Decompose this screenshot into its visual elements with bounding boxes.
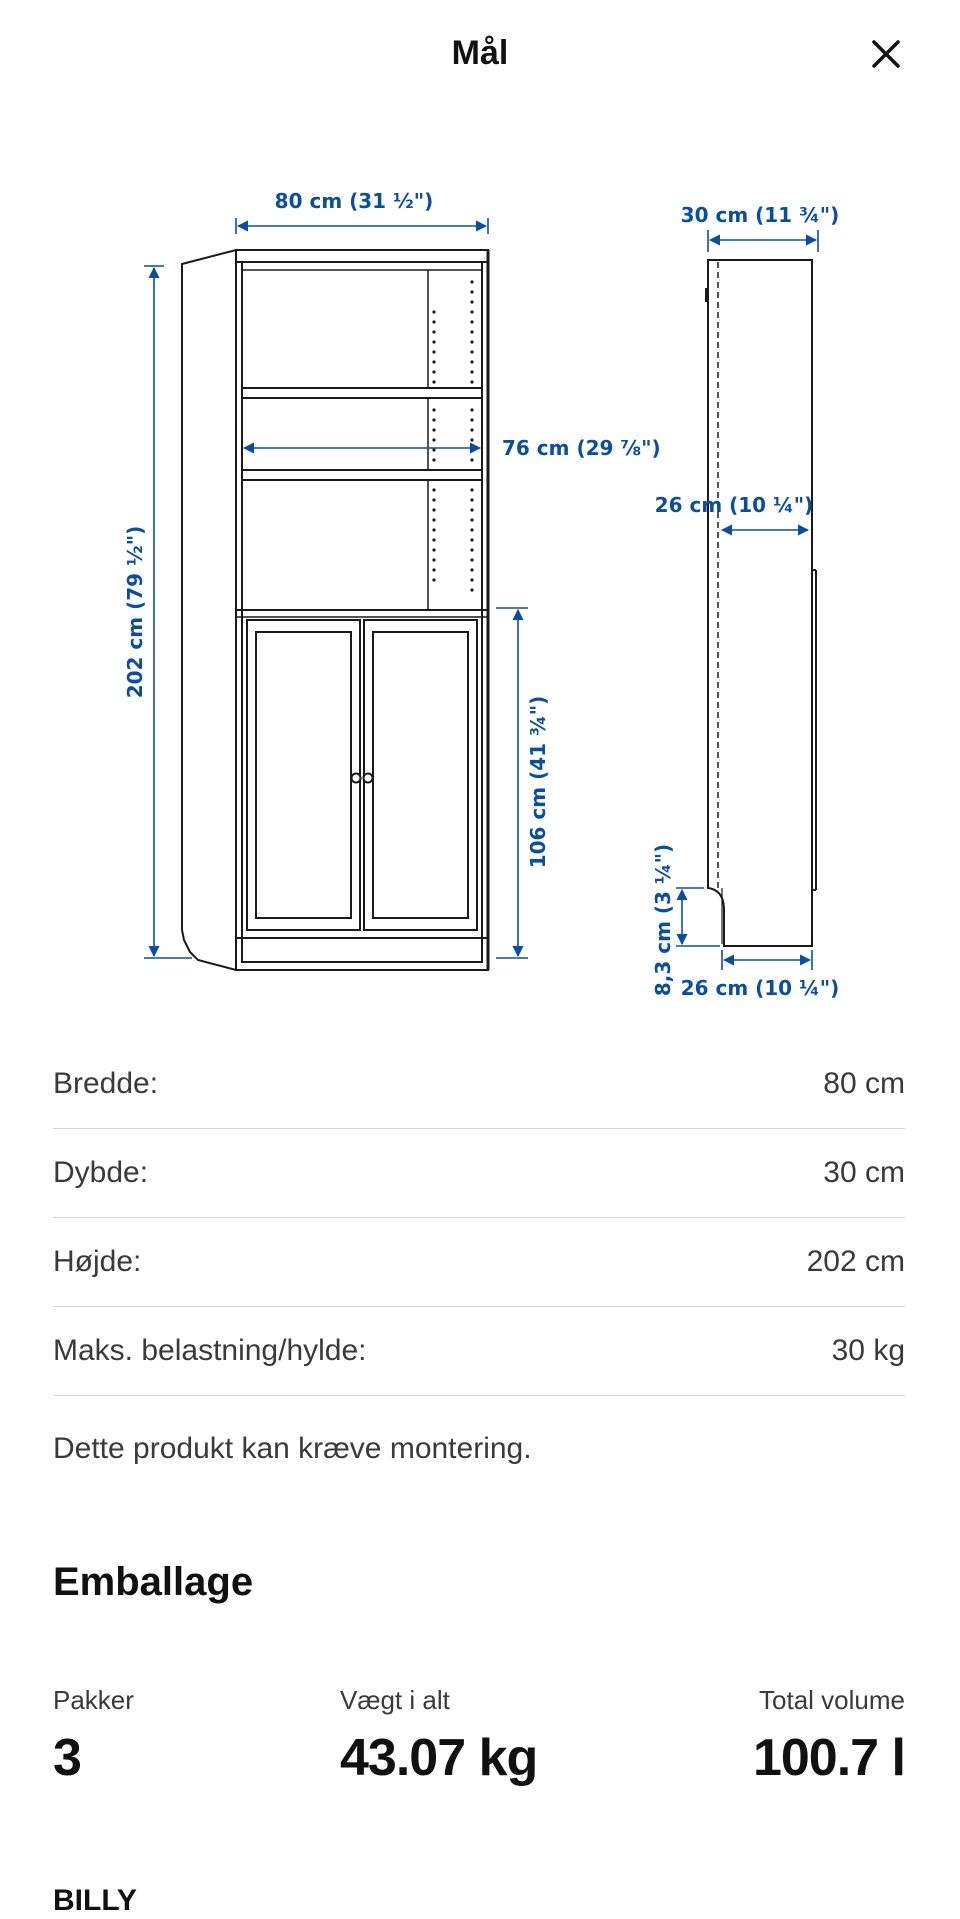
dimension-row-width — [53, 1040, 905, 1129]
base-depth-label: 26 cm (10 ¼") — [680, 976, 840, 1000]
front-height-label: 202 cm (79 ½") — [123, 525, 147, 699]
volume-label: Total volume — [759, 1685, 905, 1715]
close-button[interactable] — [864, 32, 908, 76]
packages-count — [53, 1685, 134, 1788]
dimension-label: Dybde: — [53, 1156, 149, 1189]
dimension-label: Højde: — [53, 1245, 142, 1278]
page-title: Mål — [451, 34, 509, 72]
front-view-bookcase — [182, 250, 488, 970]
dimension-row-depth — [53, 1129, 905, 1218]
packaging-title: Emballage — [53, 1560, 254, 1604]
total-weight — [340, 1685, 537, 1788]
dimension-label: Bredde: — [53, 1067, 159, 1100]
front-width-label: 80 cm (31 ½") — [274, 189, 434, 213]
dimensions-list — [53, 1040, 905, 1396]
side-view-bookcase — [705, 260, 816, 946]
weight-label: Vægt i alt — [340, 1685, 450, 1715]
dimension-value: 30 cm — [823, 1156, 905, 1189]
packages-value: 3 — [53, 1729, 81, 1787]
side-depth-label: 30 cm (11 ¾") — [680, 203, 840, 227]
dimension-value: 80 cm — [823, 1067, 905, 1100]
assembly-note: Dette produkt kan kræve montering. — [53, 1432, 532, 1465]
dimension-value: 30 kg — [831, 1334, 905, 1367]
inner-width-label: 76 cm (29 ⅞") — [502, 436, 661, 460]
product-name: BILLY — [53, 1884, 137, 1917]
door-height-label: 106 cm (41 ¾") — [526, 695, 550, 869]
inner-depth-label: 26 cm (10 ¼") — [654, 493, 814, 517]
dimension-row-max-load — [53, 1307, 905, 1396]
plinth-height-label: 8,3 cm (3 ¼") — [651, 843, 675, 997]
weight-value: 43.07 kg — [340, 1729, 538, 1787]
dimension-value: 202 cm — [806, 1245, 905, 1278]
total-volume — [753, 1685, 905, 1788]
dimension-label: Maks. belastning/hylde: — [53, 1334, 367, 1367]
packages-label: Pakker — [53, 1685, 134, 1715]
volume-value: 100.7 l — [752, 1729, 905, 1787]
close-icon — [871, 39, 901, 69]
dimension-row-height — [53, 1218, 905, 1307]
dimension-diagram — [0, 170, 960, 1020]
dialog-header — [0, 0, 960, 110]
